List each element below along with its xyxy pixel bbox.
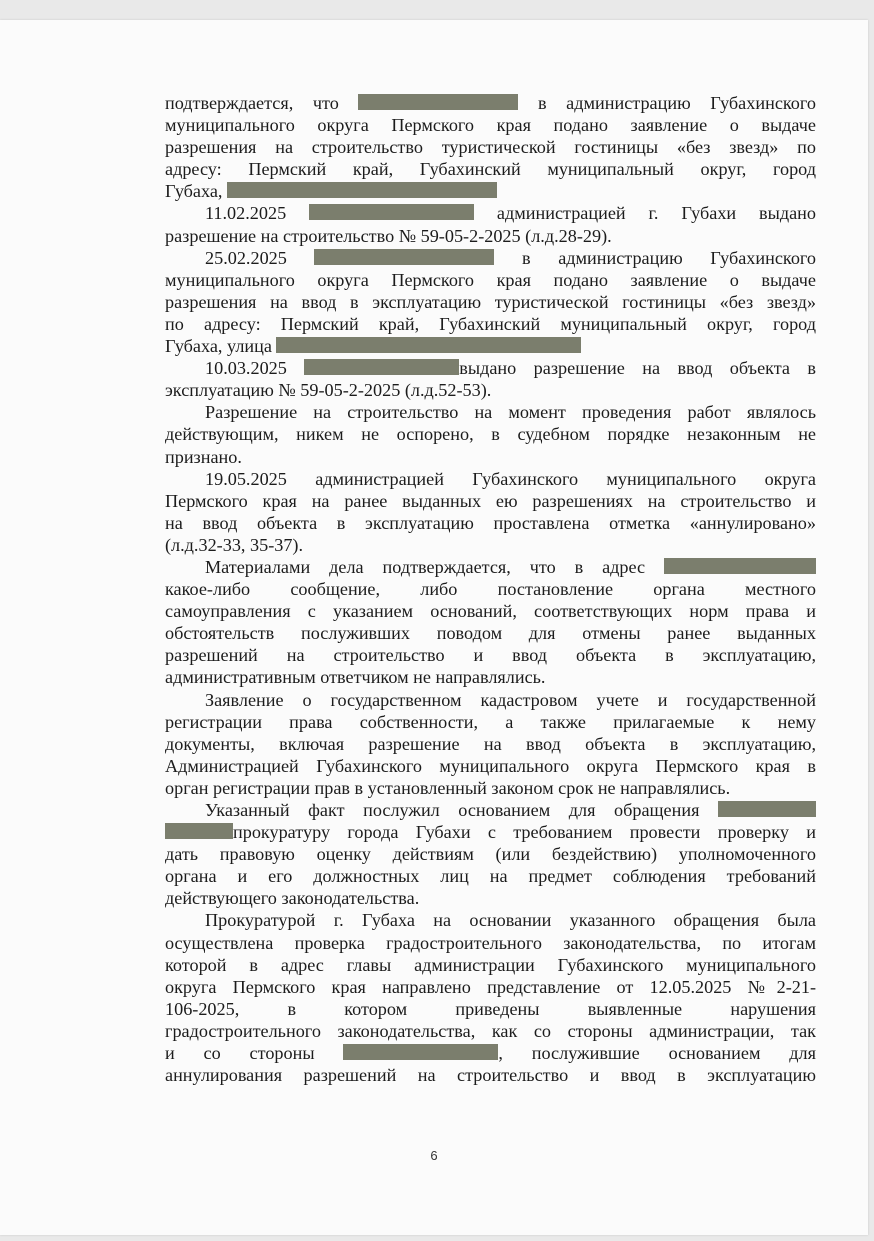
text-line bbox=[165, 578, 816, 600]
text-line bbox=[165, 379, 816, 401]
text-segment: округа Пермского края направлено представление от 12.05.2025 №2-21- bbox=[165, 976, 816, 997]
text-line bbox=[165, 799, 816, 821]
text-line bbox=[165, 733, 816, 755]
redaction-block bbox=[309, 204, 474, 220]
text-line bbox=[165, 401, 816, 423]
text-segment: градостроительного законодательства, как со стороны администрации, так bbox=[165, 1020, 816, 1041]
text-line bbox=[165, 335, 816, 357]
text-segment: и со стороны bbox=[165, 1043, 344, 1064]
text-segment: 25.02.2025 bbox=[205, 247, 315, 268]
text-segment: обстоятельств послуживших поводом для отмены ранее выданных bbox=[165, 623, 816, 644]
redaction-block bbox=[227, 182, 497, 198]
text-segment: орган регистрации прав в установленный законом срок не направлялись. bbox=[165, 777, 731, 798]
text-segment: в администрацию Губахинского bbox=[518, 93, 816, 113]
text-line bbox=[165, 1042, 816, 1064]
text-segment: органа и его должностных лиц на предмет соблюдения требований bbox=[165, 866, 816, 887]
text-line bbox=[165, 1020, 816, 1042]
text-segment: разрешения на ввод в эксплуатацию туристической гостиницы «без звезд» bbox=[165, 291, 816, 312]
text-segment: подтверждается, что bbox=[165, 93, 359, 113]
text-line bbox=[165, 92, 816, 114]
text-segment: разрешения на строительство туристической гостиницы «без звезд» по bbox=[165, 137, 816, 158]
text-line bbox=[165, 711, 816, 733]
text-segment: , послужившие основанием для bbox=[498, 1043, 816, 1064]
text-segment: выдано разрешение на ввод объекта в bbox=[459, 358, 816, 379]
text-segment: признано. bbox=[165, 446, 242, 467]
text-segment: муниципального округа Пермского края подано заявление о выдаче bbox=[165, 115, 816, 136]
text-line bbox=[165, 954, 816, 976]
redaction-block bbox=[343, 1044, 498, 1060]
text-segment: эксплуатацию № 59-05-2-2025 (л.д.52-53). bbox=[165, 380, 492, 401]
text-segment: муниципального округа Пермского края подано заявление о выдаче bbox=[165, 269, 816, 290]
page-number: 6 bbox=[430, 1148, 438, 1163]
text-line bbox=[165, 932, 816, 954]
text-segment: (л.д.32-33, 35-37). bbox=[165, 534, 304, 555]
text-line bbox=[165, 313, 816, 335]
text-segment: самоуправления с указанием оснований, соответствующих норм права и bbox=[165, 601, 816, 622]
text-line bbox=[165, 644, 816, 666]
text-line bbox=[165, 357, 816, 379]
text-segment: Пермского края на ранее выданных ею разрешениях на строительство и bbox=[165, 490, 816, 511]
text-line bbox=[165, 225, 816, 247]
text-segment: действующим, никем не оспорено, в судебном порядке незаконным не bbox=[165, 424, 816, 445]
text-line bbox=[165, 666, 816, 688]
text-segment: в администрацию Губахинского bbox=[494, 247, 817, 268]
text-line bbox=[165, 534, 816, 556]
text-segment: Материалами дела подтверждается, что в адрес bbox=[205, 556, 664, 577]
redaction-block bbox=[276, 337, 581, 353]
text-segment: Губаха, bbox=[165, 181, 228, 202]
text-line bbox=[165, 269, 816, 291]
text-line bbox=[165, 976, 816, 998]
text-segment: аннулирования разрешений на строительство и ввод в эксплуатацию bbox=[165, 1065, 816, 1086]
redaction-block bbox=[358, 94, 518, 110]
text-line bbox=[165, 446, 816, 468]
text-line bbox=[165, 291, 816, 313]
text-line bbox=[165, 468, 816, 490]
text-segment: Губаха, улица bbox=[165, 336, 277, 357]
text-line bbox=[165, 998, 816, 1020]
text-segment: адресу: Пермский край, Губахинский муниципальный округ, город bbox=[165, 159, 816, 180]
text-segment: Заявление о государственном кадастровом учете и государственной bbox=[205, 689, 816, 710]
text-segment: документы, включая разрешение на ввод объекта в эксплуатацию, bbox=[165, 733, 816, 754]
text-segment: административным ответчиком не направлялись. bbox=[165, 667, 546, 688]
text-line bbox=[165, 423, 816, 445]
text-line bbox=[165, 600, 816, 622]
text-segment: разрешение на строительство № 59-05-2-2025 (л.д.28-29). bbox=[165, 225, 612, 246]
text-line bbox=[165, 843, 816, 865]
text-segment: осуществлена проверка градостроительного законодательства, по итогам bbox=[165, 932, 816, 953]
text-segment: Указанный факт послужил основанием для обращения bbox=[205, 800, 718, 820]
text-line bbox=[165, 821, 816, 843]
text-segment: регистрации права собственности, а также прилагаемые к нему bbox=[165, 711, 816, 732]
text-segment: Администрацией Губахинского муниципального округа Пермского края в bbox=[165, 755, 816, 776]
text-line bbox=[165, 158, 816, 180]
text-line bbox=[165, 1064, 816, 1086]
redaction-block bbox=[165, 823, 233, 839]
redaction-block bbox=[664, 558, 816, 574]
text-segment: 11.02.2025 bbox=[205, 203, 310, 224]
redaction-block bbox=[718, 801, 816, 817]
text-line bbox=[165, 909, 816, 931]
document-body bbox=[165, 92, 816, 1086]
text-line bbox=[165, 490, 816, 512]
text-line bbox=[165, 556, 816, 578]
text-segment: на ввод объекта в эксплуатацию проставлена отметка «аннулировано» bbox=[165, 512, 816, 533]
text-line bbox=[165, 247, 816, 269]
text-segment: 19.05.2025 администрацией Губахинского муниципального округа bbox=[205, 468, 816, 489]
redaction-block bbox=[304, 359, 459, 375]
document-page bbox=[0, 20, 868, 1235]
text-line bbox=[165, 865, 816, 887]
text-segment: которой в адрес главы администрации Губахинского муниципального bbox=[165, 954, 816, 975]
text-segment: Разрешение на строительство на момент проведения работ являлось bbox=[205, 402, 816, 423]
text-segment: действующего законодательства. bbox=[165, 888, 420, 909]
text-segment: дать правовую оценку действиям (или бездействию) уполномоченного bbox=[165, 844, 816, 865]
redaction-block bbox=[314, 249, 494, 265]
text-line bbox=[165, 114, 816, 136]
text-line bbox=[165, 180, 816, 202]
text-segment: разрешений на строительство и ввод объекта в эксплуатацию, bbox=[165, 645, 816, 666]
text-segment: Прокуратурой г. Губаха на основании указанного обращения была bbox=[205, 910, 816, 931]
text-line bbox=[165, 622, 816, 644]
text-line bbox=[165, 136, 816, 158]
text-segment: 10.03.2025 bbox=[205, 358, 305, 379]
text-line bbox=[165, 755, 816, 777]
text-line bbox=[165, 887, 816, 909]
text-segment: какое-либо сообщение, либо постановление органа местного bbox=[165, 579, 816, 600]
text-segment: прокуратуру города Губахи с требованием провести проверку и bbox=[233, 822, 816, 843]
text-segment: администрацией г. Губахи выдано bbox=[474, 203, 816, 224]
text-line bbox=[165, 512, 816, 534]
text-segment: 106-2025, в котором приведены выявленные нарушения bbox=[165, 998, 816, 1019]
text-line bbox=[165, 689, 816, 711]
text-line bbox=[165, 202, 816, 224]
text-segment: по адресу: Пермский край, Губахинский муниципальный округ, город bbox=[165, 313, 816, 334]
text-line bbox=[165, 777, 816, 799]
